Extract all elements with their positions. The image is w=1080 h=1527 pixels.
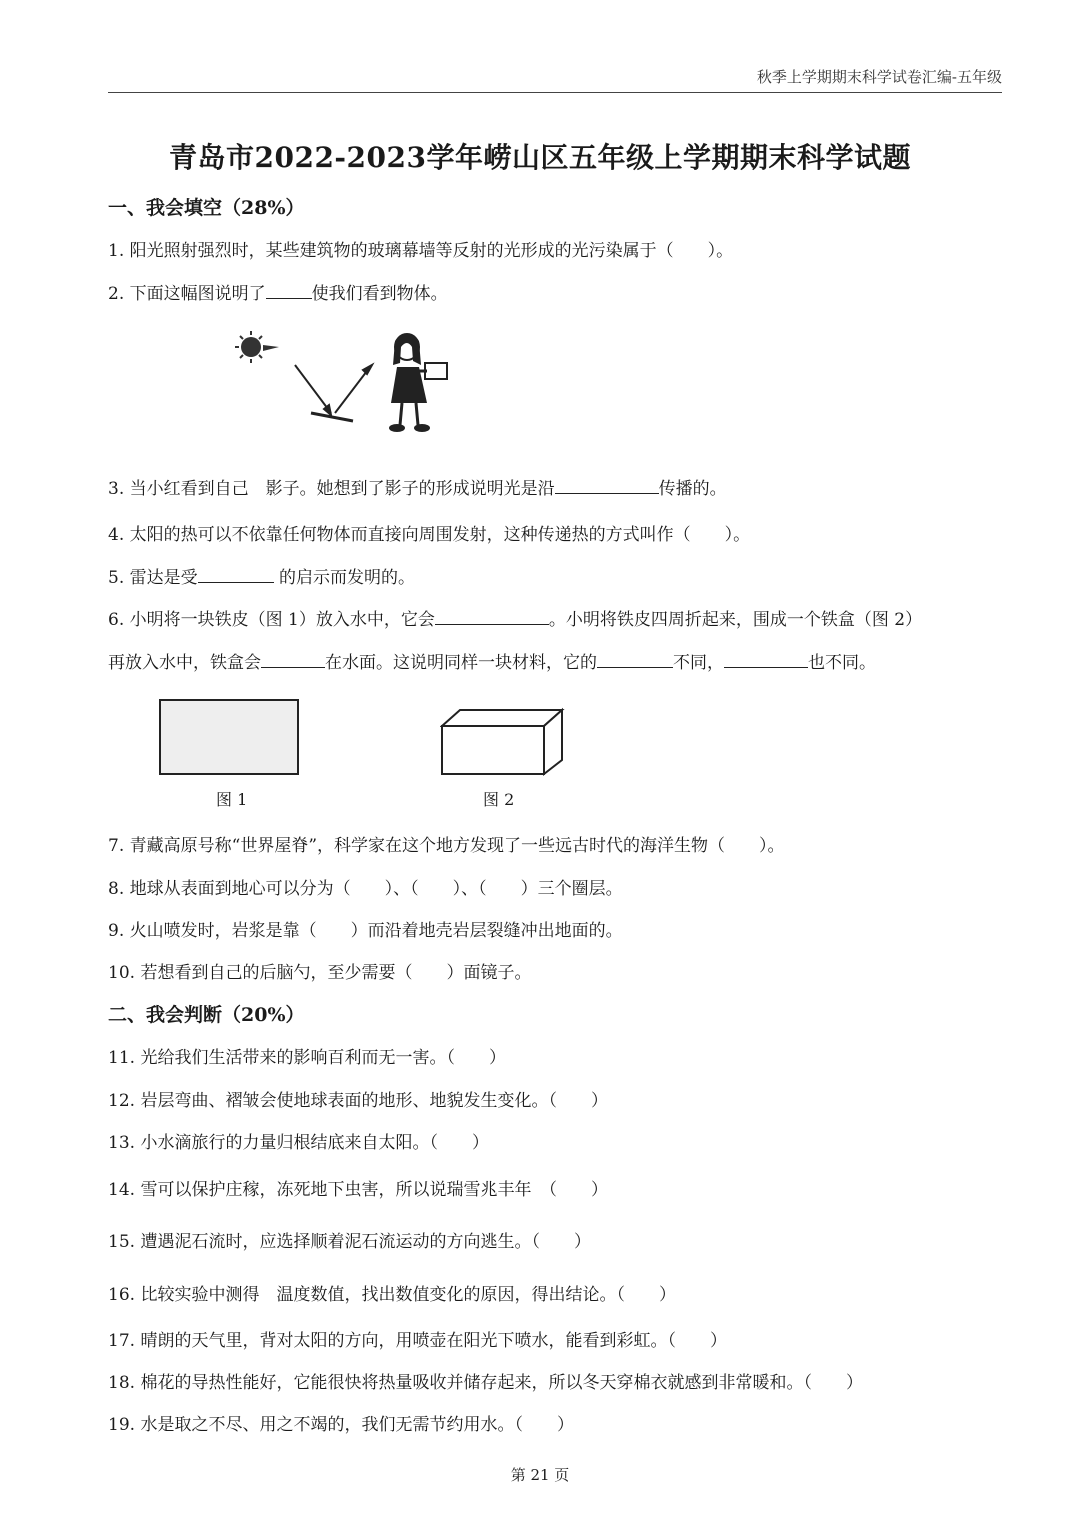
question-2-text-b: 使我们看到物体。: [311, 284, 448, 304]
question-3-text-b: 传播的。: [658, 479, 727, 499]
question-15: 15. 遭遇泥石流时，应选择顺着泥石流运动的方向逃生。（ ）: [108, 1232, 591, 1252]
answer-blank: [724, 649, 808, 668]
question-6-line-2: [108, 648, 876, 673]
question-3-text-a: 3. 当小红看到自己 影子。她想到了影子的形成说明光是沿: [108, 479, 555, 499]
section-heading-fill-in: 一、我会填空（28%）: [108, 197, 305, 219]
question-13: 13. 小水滴旅行的力量归根结底来自太阳。（ ）: [108, 1133, 489, 1153]
figure-2-caption: 图 2: [483, 790, 515, 809]
question-19: 19. 水是取之不尽、用之不竭的，我们无需节约用水。（ ）: [108, 1415, 574, 1435]
question-6-text-a: 6. 小明将一块铁皮（图 1）放入水中，它会: [108, 610, 435, 630]
figure-1-caption: 图 1: [216, 790, 248, 809]
iron-sheet-figure: [158, 698, 302, 778]
question-5-text-a: 5. 雷达是受: [108, 568, 198, 588]
question-9: 9. 火山喷发时，岩浆是靠（ ）而沿着地壳岩层裂缝冲出地面的。: [108, 921, 623, 941]
question-11: 11. 光给我们生活带来的影响百利而无一害。（ ）: [108, 1048, 506, 1068]
girl-figure: [389, 334, 447, 432]
question-5: [108, 563, 415, 588]
page-title: 青岛市2022-2023学年崂山区五年级上学期期末科学试题: [169, 141, 911, 174]
page-number: 第 21 页: [510, 1466, 570, 1484]
question-8: 8. 地球从表面到地心可以分为（ ）、（ ）、（ ）三个圈层。: [108, 879, 623, 899]
question-2-text-a: 2. 下面这幅图说明了: [108, 284, 266, 304]
answer-blank: [261, 649, 325, 668]
question-6-text-e: 不同，: [673, 653, 724, 673]
answer-blank: [597, 649, 673, 668]
question-6-line-1: [108, 605, 922, 630]
header-divider: [108, 92, 1002, 93]
section-heading-true-false: 二、我会判断（20%）: [108, 1004, 305, 1026]
iron-box-figure: [440, 706, 566, 778]
question-2: [108, 279, 448, 304]
light-reflection-illustration: [215, 325, 465, 440]
question-6-text-d: 在水面。这说明同样一块材料，它的: [325, 653, 597, 673]
answer-blank: [266, 280, 312, 299]
question-12: 12. 岩层弯曲、褶皱会使地球表面的地形、地貌发生变化。（ ）: [108, 1091, 608, 1111]
question-4: 4. 太阳的热可以不依靠任何物体而直接向周围发射，这种传递热的方式叫作（ ）。: [108, 525, 751, 545]
question-6-text-c: 再放入水中，铁盒会: [108, 653, 261, 673]
question-6-text-f: 也不同。: [808, 653, 876, 673]
answer-blank: [555, 475, 659, 494]
question-14: 14. 雪可以保护庄稼，冻死地下虫害，所以说瑞雪兆丰年 （ ）: [108, 1180, 608, 1200]
question-5-text-b: 的启示而发明的。: [273, 568, 416, 588]
question-6-text-b: 。小明将铁皮四周折起来，围成一个铁盒（图 2）: [548, 610, 923, 630]
answer-blank: [435, 606, 549, 625]
question-1: 1. 阳光照射强烈时，某些建筑物的玻璃幕墙等反射的光形成的光污染属于（ ）。: [108, 241, 734, 261]
question-3: [108, 474, 727, 499]
question-7: 7. 青藏高原号称“世界屋脊”，科学家在这个地方发现了一些远古时代的海洋生物（ ）。: [108, 836, 785, 856]
header-title: 秋季上学期期末科学试卷汇编-五年级: [756, 68, 1002, 86]
question-17: 17. 晴朗的天气里，背对太阳的方向，用喷壶在阳光下喷水，能看到彩虹。（ ）: [108, 1331, 727, 1351]
question-18: 18. 棉花的导热性能好，它能很快将热量吸收并储存起来，所以冬天穿棉衣就感到非常暖和。（ ）: [108, 1373, 863, 1393]
reflection-arrows: [295, 365, 372, 421]
question-16: 16. 比较实验中测得 温度数值，找出数值变化的原因，得出结论。（ ）: [108, 1285, 676, 1305]
question-10: 10. 若想看到自己的后脑勺，至少需要（ ）面镜子。: [108, 963, 532, 983]
sun-icon: [235, 331, 279, 363]
answer-blank: [198, 564, 274, 583]
